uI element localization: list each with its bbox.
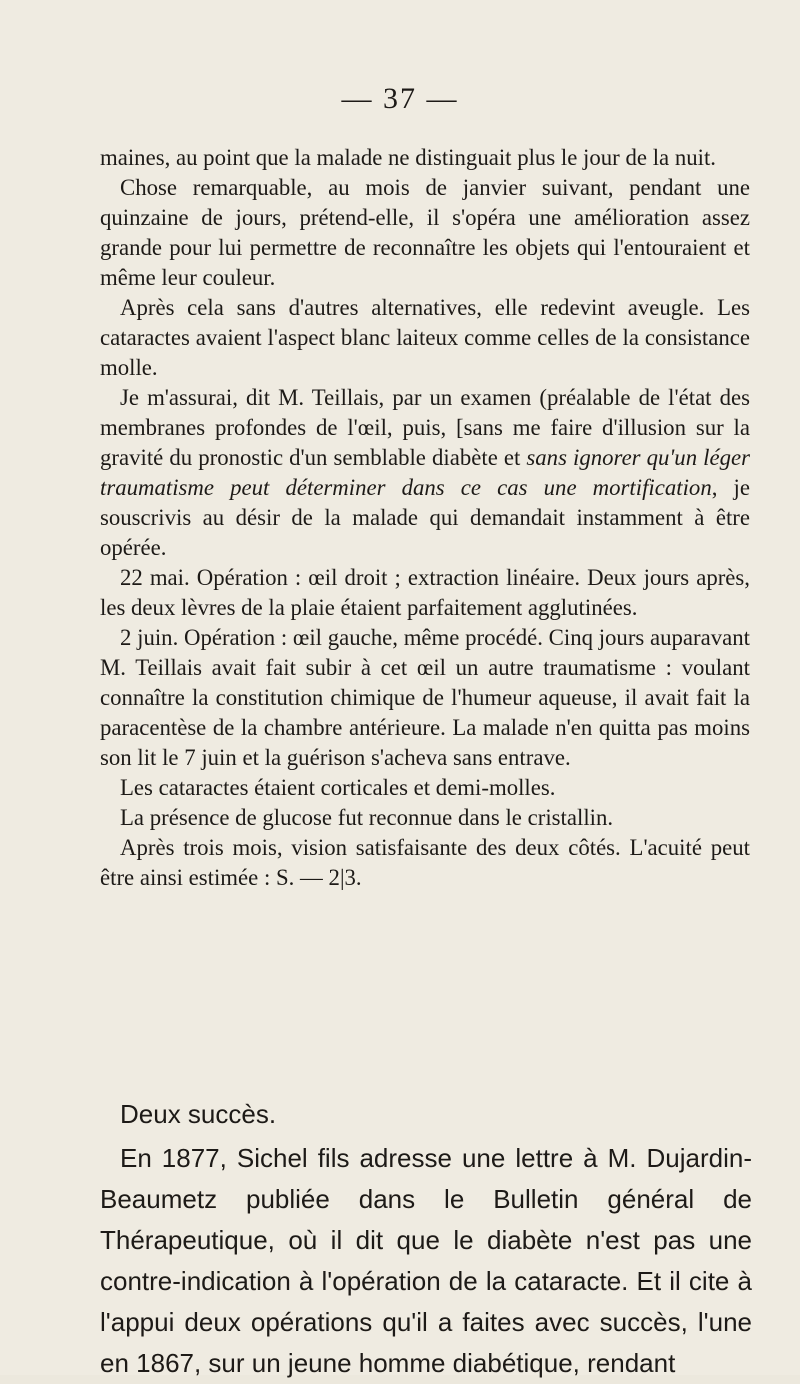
paragraph-6: 2 juin. Opération : œil gauche, même procédé. Cinq jours auparavant M. Teillais avait fait subir à cet œil un autre traumatisme : voulant connaître la constitution chimique de l'humeur aqueuse, il avait fait la paracentèse de la chambre antérieure. La malade n'en quitta pas moins son lit le 7 juin et la guérison s'acheva sans entrave. xyxy=(100,625,750,770)
section-paragraph: En 1877, Sichel fils adresse une lettre à M. Dujardin-Beaumetz publiée dans le Bulletin général de Thérapeutique, où il dit que le diabète n'est pas une contre-indication à l'opération de la cataracte. Et il cite à l'appui deux opérations qu'il a faites avec succès, l'une en 1867, sur un jeune homme diabétique, rendant xyxy=(100,1143,752,1378)
paragraph-4-text-start: Je m'assurai, dit M. Teillais, par un examen (préalable de l'état des membranes profondes de l'œil, puis, [sans me faire d'illusion sur la gravité du pronostic d'un semblable diabète et xyxy=(100,385,750,470)
paragraph-4-italic: sans ignorer qu'un léger traumatisme peut déterminer dans ce cas une mortification xyxy=(100,445,750,500)
main-text-block xyxy=(100,143,750,893)
paragraph-9: Après trois mois, vision satisfaisante des deux côtés. L'acuité peut être ainsi estimée : S. — 2|3. xyxy=(100,835,750,890)
paragraph-4 xyxy=(100,383,750,563)
paragraph-4-text-end: , je souscrivis au désir de la malade qui demandait instamment à être opérée. xyxy=(100,475,751,560)
paragraph-5: 22 mai. Opération : œil droit ; extraction linéaire. Deux jours après, les deux lèvres de la plaie étaient parfaitement agglutinées. xyxy=(100,565,750,620)
paragraph-7: Les cataractes étaient corticales et demi-molles. xyxy=(120,775,556,800)
paragraph-8: La présence de glucose fut reconnue dans le cristallin. xyxy=(120,805,614,830)
paragraph-1: maines, au point que la malade ne distinguait plus le jour de la nuit. xyxy=(100,145,717,170)
section-text-block xyxy=(100,1138,752,1384)
paragraph-2: Chose remarquable, au mois de janvier suivant, pendant une quinzaine de jours, prétend-elle, il s'opéra une amélioration assez grande pour lui permettre de reconnaître les objets qui l'entouraient et même leur couleur. xyxy=(100,175,750,290)
page-number: — 37 — xyxy=(341,82,459,115)
section-heading: Deux succès. xyxy=(120,1099,277,1129)
paragraph-3: Après cela sans d'autres alternatives, elle redevint aveugle. Les cataractes avaient l'aspect blanc laiteux comme celles de la consistance molle. xyxy=(100,295,750,380)
